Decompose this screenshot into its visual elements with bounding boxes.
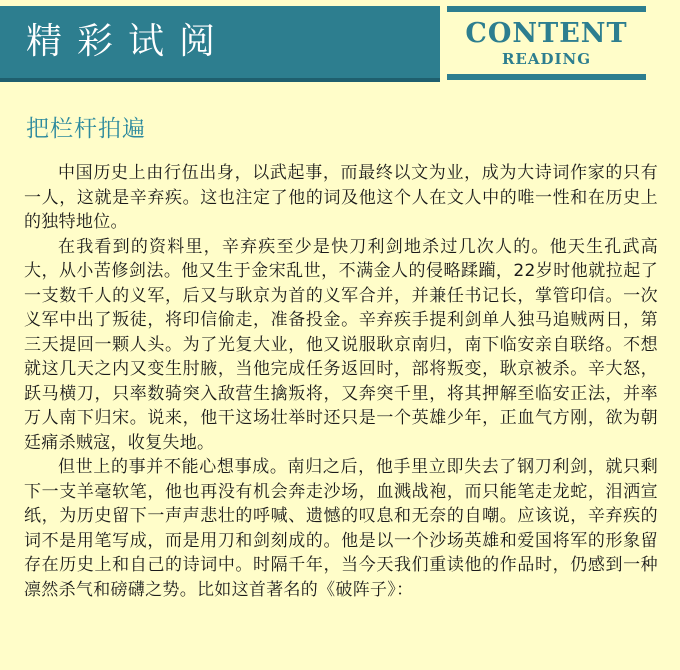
- section-title: 精彩试阅: [26, 21, 231, 62]
- article-body: [24, 161, 658, 602]
- badge-top-rule: [447, 6, 646, 12]
- section-header-banner: [0, 6, 440, 82]
- content-reading-badge: [447, 6, 646, 80]
- article-paragraph: 中国历史上由行伍出身，以武起事，而最终以文为业，成为大诗词作家的只有一人，这就是辛弃疾。这也注定了他的词及他这个人在文人中的唯一性和在历史上的独特地位。: [24, 163, 658, 232]
- article-paragraph: 但世上的事并不能心想事成。南归之后，他手里立即失去了钢刀利剑，就只剩下一支羊毫软笔，他也再没有机会奔走沙场，血溅战袍，而只能笔走龙蛇，泪洒宣纸，为历史留下一声声悲壮的呼喊、遗憾的叹息和无奈的自嘲。应该说，辛弃疾的词不是用笔写成，而是用刀和剑刻成的。他是以一个沙场英雄和爱国将军的形象留存在历史上和自己的诗词中。时隔千年，当今天我们重读他的作品时，仍感到一种凛然杀气和磅礴之势。比如这首著名的《破阵子》：: [24, 457, 658, 600]
- badge-content-label: CONTENT: [465, 18, 628, 49]
- badge-bottom-rule: [447, 74, 646, 80]
- article-title: 把栏杆拍遍: [26, 116, 146, 142]
- article-paragraph: 在我看到的资料里，辛弃疾至少是快刀利剑地杀过几次人的。他天生孔武高大，从小苦修剑法。他又生于金宋乱世，不满金人的侵略蹂躏，22岁时他就拉起了一支数千人的义军，后又与耿京为首的义军合并，并兼任书记长，掌管印信。一次义军中出了叛徒，将印信偷走，准备投金。辛弃疾手提利剑单人独马追贼两日，第三天提回一颗人头。为了光复大业，他又说服耿京南归，南下临安亲自联络。不想就这几天之内又变生肘腋，当他完成任务返回时，部将叛变，耿京被杀。辛大怒，跃马横刀，只率数骑突入敌营生擒叛将，又奔突千里，将其押解至临安正法，并率万人南下归宋。说来，他干这场壮举时还只是一个英雄少年，正血气方刚，欲为朝廷痛杀贼寇，收复失地。: [24, 236, 658, 453]
- badge-reading-label: READING: [501, 50, 592, 68]
